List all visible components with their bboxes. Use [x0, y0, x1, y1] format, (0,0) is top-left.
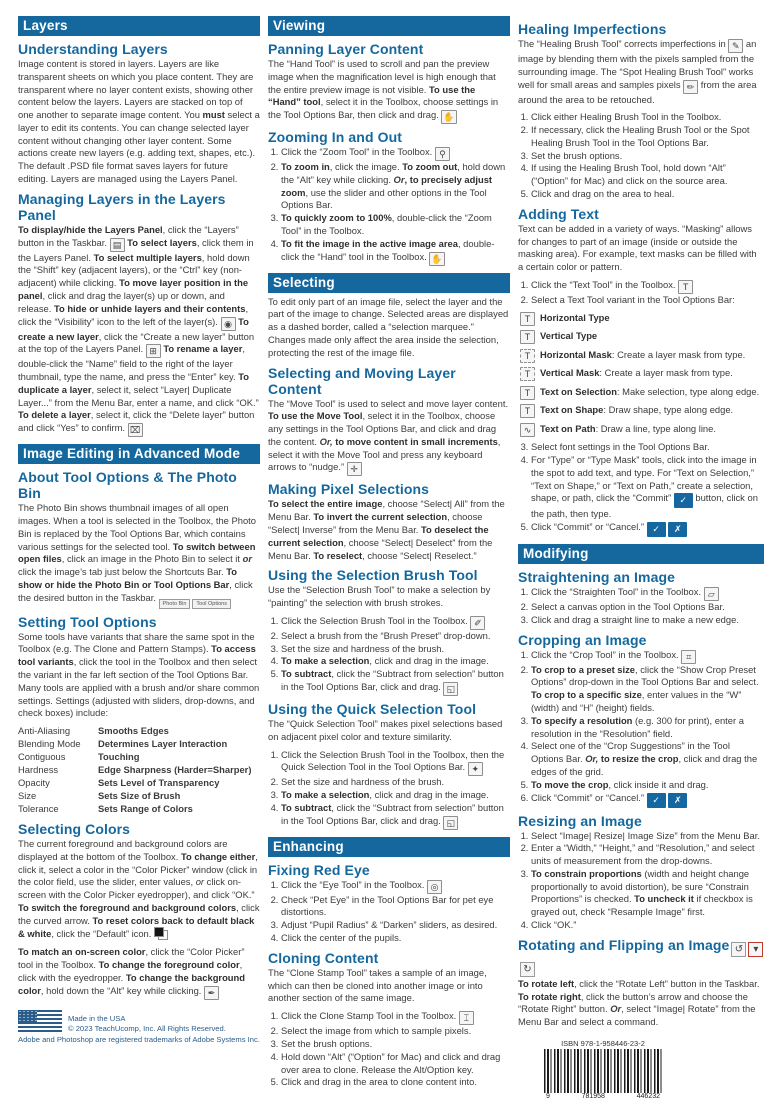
hand-icon: ✋ — [443, 112, 455, 123]
step-item: 2. Set the size and hardness of the brush. — [281, 776, 510, 789]
setting-description: Edge Sharpness (Harder=Sharper) — [98, 764, 252, 776]
bold-text: To access tool variants — [18, 643, 256, 668]
variant-item — [520, 386, 764, 400]
step-item: 1. Click the Selection Brush Tool in the Toolbox. ✐ — [281, 615, 510, 630]
step-item: 6. Click “Commit” or “Cancel.” ✓ ✗ — [531, 792, 764, 808]
variant-label — [540, 330, 597, 342]
bold-text: , to precisely adjust zoom — [281, 173, 493, 198]
subtract-from-selection-icon: ◱ — [443, 682, 458, 696]
vertical-type-icon: T — [520, 330, 535, 344]
bold-text: To hide or unhide layers and their contents — [53, 302, 246, 314]
commit-icon: ✓ — [647, 793, 666, 808]
step-item: 1. Click the Clone Stamp Tool in the Toolbox. ⌶ — [281, 1010, 510, 1025]
bold-text: To subtract — [281, 668, 332, 680]
step-item: 2. Select a Text Tool variant in the Tool Options Bar: — [531, 294, 764, 307]
bold-text: To reset colors back to default black & white — [18, 914, 255, 940]
bold-text: To select the entire image — [268, 498, 383, 510]
step-item: 5. To move the crop, click inside it and drag. — [531, 779, 764, 792]
step-item: 3. Click and drag a straight line to make a new edge. — [531, 614, 764, 627]
bold-text: Vertical Mask — [540, 367, 600, 379]
bold-text: To subtract — [281, 801, 332, 813]
step-item: 4. For “Type” or “Type Mask” tools, click into the image in the spot to add text, and type. For “Text on Selection,” “Text on Shape,” or “Text on Path,” create a selection, shape, or path, click the “Commit” ✓ button, click on the path, then type. — [531, 454, 764, 521]
bold-text: To select multiple layers — [93, 251, 202, 263]
red-eye-icon: ◎ — [427, 880, 442, 894]
paragraph: The current foreground and background colors are displayed at the bottom of the Toolbox. To change either, click it, select a color in the “Color Picker” window (click in the color field, use the slider, enter values, or click on-screen with the Color Picker eyedropper), and click “OK.” To switch the foreground and background colors, click the curved arrow. To reset colors back to default black & white, click the “Default” icon. — [18, 837, 260, 940]
italic-text: or — [195, 876, 205, 888]
heading-using-the-selection-brush-tool: Using the Selection Brush Tool — [268, 567, 478, 584]
rotate-left-icon: ↺ — [731, 942, 746, 957]
bold-text: To zoom in — [281, 161, 330, 173]
step-item: 4. Select one of the “Crop Suggestions” in the Tool Options Bar. Or, to resize the crop, click and drag the edges of the grid. — [531, 740, 764, 778]
numbered-steps — [268, 146, 510, 265]
heading-adding-text: Adding Text — [518, 205, 599, 222]
setting-name: Size — [18, 790, 37, 802]
section-header-enhancing: Enhancing — [268, 837, 510, 857]
bold-text: To switch the foreground and background colors — [18, 901, 237, 913]
hand-icon: ✋ — [431, 253, 443, 264]
section-header-layers: Layers — [18, 16, 260, 36]
setting-description: Determines Layer Interaction — [98, 738, 228, 750]
heading-selecting-and-moving-layer-content: Selecting and Moving Layer Content — [268, 364, 456, 397]
bold-text: To select layers — [127, 236, 197, 248]
variant-item — [520, 423, 764, 437]
paragraph: To display/hide the Layers Panel, click the “Layers” button in the Taskbar. ▤ To select layers, click them in the Layers Panel. To select multiple layers, hold down the “Shift” key (adjacent layers), or the “Ctrl” key (non-adjacent) while clicking. To move layer position in the panel, click and drag the layer(s) up or down, and release. To hide or unhide layers and their contents, click the “Visibility” icon to the left of the layer(s). ◉ To create a new layer, click the “Create a new layer” button at the top of the Layers Panel. ⊞ To rename a layer, double-click the “Name” field to the right of the layer thumbnail, type the name, and press the “Enter” key. To duplicate a layer, select it, select “Layer| Duplicate Layer...” from the Menu Bar, enter a name, and click “OK.” To delete a layer, select it, click the “Delete layer” button and click “Yes” to confirm. ⌧ — [18, 223, 259, 436]
visibility-eye-icon: ◉ — [221, 317, 236, 331]
bold-text: To use the Move Tool — [268, 410, 363, 422]
setting-description: Sets Size of Brush — [98, 790, 181, 802]
heading-resizing-an-image: Resizing an Image — [518, 812, 642, 829]
paragraph: To edit only part of an image file, select the layer and the part of the image to change. Selected areas are displayed as a dashed border, called a “selection marquee.” Changes made only affect the area inside the selection, protecting the rest of the image file. — [268, 295, 509, 358]
step-item: 4. To make a selection, click and drag in the image. — [281, 655, 510, 668]
setting-description: Smooths Edges — [98, 725, 169, 737]
step-item: 3. Set the brush options. — [531, 150, 764, 163]
heading-zooming-in-and-out: Zooming In and Out — [268, 129, 403, 146]
paragraph: The “Clone Stamp Tool” takes a sample of an image, which can then be cloned into another image or into another section of the same image. — [268, 966, 487, 1004]
heading-straightening-an-image: Straightening an Image — [518, 569, 675, 586]
commit-icon: ✓ — [674, 493, 693, 508]
publisher-footer — [18, 1010, 260, 1045]
bold-text: To change either — [180, 850, 256, 862]
cancel-icon: ✗ — [668, 793, 687, 808]
rotate-right-icon: ↻ — [520, 962, 535, 977]
step-item: 2. If necessary, click the Healing Brush Tool or the Spot Healing Brush Tool in the Tool Options Bar. — [531, 124, 764, 150]
bold-text: to move content in small increments — [332, 435, 498, 447]
heading-rotating-and-flipping-an-image: Rotating and Flipping an Image ↺ ▾↻ — [518, 937, 764, 977]
foreground-background-colors-icon — [154, 927, 168, 940]
step-item: 3. To make a selection, click and drag in the image. — [281, 789, 510, 802]
isbn-label: ISBN 978-1-958446-23-2 — [561, 1038, 645, 1048]
footer-line: Made in the USA — [68, 1013, 126, 1023]
step-item: 4. To subtract, click the “Subtract from selection” button in the Tool Options Bar, click and drag. ◱ — [281, 802, 510, 830]
barcode — [544, 1049, 662, 1093]
variant-item — [520, 367, 764, 381]
step-item: 3. Set the size and hardness of the brush. — [281, 643, 510, 656]
bold-text: To specify a resolution — [531, 714, 633, 726]
bold-text: To change the foreground color — [98, 958, 240, 970]
clone-stamp-icon: ⌶ — [459, 1011, 474, 1025]
section-header-modifying: Modifying — [518, 544, 764, 564]
delete-layer-trash-icon: ⌧ — [128, 423, 143, 437]
bold-text: To delete a layer — [18, 409, 91, 421]
barcode-digits: 9 781958 446232 — [546, 1092, 660, 1100]
move-icon: ✛ — [347, 462, 362, 476]
crop-icon: ⌗ — [681, 650, 696, 664]
photo-bin-button-figure: Photo Bin — [159, 599, 191, 609]
numbered-steps — [268, 1010, 510, 1089]
setting-description: Sets Level of Transparency — [98, 777, 220, 789]
bold-text: To create a new layer — [18, 315, 249, 342]
new-layer-icon: ⊞ — [146, 344, 161, 358]
bold-text: To constrain proportions — [531, 867, 642, 879]
bold-text: Text on Shape — [540, 404, 604, 416]
bold-text: To uncheck it — [634, 893, 694, 905]
step-item: 1. Click the “Text Tool” in the Toolbox. T — [531, 279, 764, 294]
bold-text: To make a selection — [281, 655, 370, 667]
step-item: 2. To crop to a preset size, click the “Show Crop Preset Options” drop-down in the Tool Options Bar and select. To crop to a specific size, enter values in the “W” (width) and “H” (height) fields. — [531, 664, 764, 715]
setting-name: Contiguous — [18, 751, 66, 763]
text-tool-variant-list — [520, 312, 764, 437]
bold-italic-text: Or, — [319, 435, 333, 447]
subtract-from-selection-icon: ◱ — [443, 816, 458, 830]
heading-about-tool-options-the-photo-bin: About Tool Options & The Photo Bin — [18, 469, 237, 502]
step-item: 5. To subtract, click the “Subtract from selection” button in the Tool Options Bar, click and drag. ◱ — [281, 668, 510, 696]
footer-line: © 2023 TeachUcomp, Inc. All Rights Reserved. — [68, 1023, 226, 1033]
bold-text: To deselect the current selection — [268, 523, 489, 548]
taskbar-buttons-figure — [159, 599, 231, 609]
paragraph: The “Healing Brush Tool” corrects imperfections in ✎ an image by blending them with the pixels sampled from the surrounding image. The “Spot Healing Brush Tool” works well for small areas and samples pixels ✏ from the area around the area to be retouched. — [518, 38, 757, 105]
paragraph: Some tools have variants that share the same spot in the Toolbox (e.g. The Clone and Pattern Stamps). To access tool variants, click the tool in the Toolbox and then select the variant in the far left section of the Tool Options Bar. Many tools are applied with a brush and/or share common settings. Settings (adjusted with sliders, drop-downs, and check boxes) include: — [18, 630, 260, 719]
left-column — [18, 16, 260, 1044]
zoom-icon: ⚲ — [435, 147, 450, 161]
numbered-steps — [518, 111, 764, 200]
bold-text: To rename a layer — [163, 343, 243, 355]
section-header-viewing: Viewing — [268, 16, 510, 36]
paragraph: The Photo Bin shows thumbnail images of all open images. When a tool is selected in the Toolbox, the Photo Bin is replaced by the Tool Options Bar, which contains various settings for the selected tool. To switch between open files, click an image in the Photo Bin to select it or click the image’s tab just below the Shortcuts Bar. To show or hide the Photo Bin or Tool Options Bar, click the desired button in the Taskbar. Photo Bin Tool Options — [18, 502, 260, 609]
paragraph: Text can be added in a variety of ways. “Masking” allows for changes to part of an image (inside or outside the masking area). For example, text masks can be filled with a certain color or pattern. — [518, 222, 757, 273]
heading-making-pixel-selections: Making Pixel Selections — [268, 481, 430, 498]
step-item: 1. Click the “Zoom Tool” in the Toolbox. ⚲ — [281, 146, 510, 161]
paragraph: The “Quick Selection Tool” makes pixel selections based on adjacent pixel color and texture similarity. — [268, 718, 503, 742]
bold-text: To display/hide the Layers Panel — [18, 223, 163, 235]
bold-text: To quickly zoom to 100% — [281, 212, 392, 224]
paragraph: Use the “Selection Brush Tool” to make a selection by “painting” the selection with brush strokes. — [268, 584, 491, 609]
step-item: 4. Click the center of the pupils. — [281, 932, 510, 945]
setting-name: Opacity — [18, 777, 50, 789]
bold-text: To show or hide the Photo Bin or Tool Options Bar — [18, 566, 238, 590]
heading-cropping-an-image: Cropping an Image — [518, 631, 647, 648]
bold-text: must — [202, 109, 225, 121]
step-item: 1. Click the Selection Brush Tool in the Toolbox, then the Quick Selection Tool in the Tool Options Bar. ✦ — [281, 749, 510, 777]
bold-text: to resize the crop — [598, 753, 679, 765]
footer-line: Adobe and Photoshop are registered trademarks of Adobe Systems Inc. — [18, 1034, 260, 1044]
right-column — [518, 16, 764, 1100]
cancel-icon: ✗ — [668, 522, 687, 537]
tool-settings-table — [18, 725, 260, 816]
bold-text: To crop to a preset size — [531, 663, 636, 675]
us-flag-icon — [18, 1010, 62, 1034]
bold-italic-text: or — [242, 553, 252, 565]
bold-text: Horizontal Mask — [540, 348, 612, 360]
horizontal-type-icon: T — [520, 312, 535, 326]
heading-using-the-quick-selection-tool: Using the Quick Selection Tool — [268, 701, 477, 717]
bold-italic-text: Or — [393, 173, 405, 185]
setting-description: Touching — [98, 751, 140, 763]
variant-item — [520, 330, 764, 344]
layers-icon: ▤ — [110, 238, 125, 252]
numbered-steps — [518, 649, 764, 808]
bold-text: To reselect — [313, 549, 363, 561]
bold-text: To zoom out — [402, 161, 458, 173]
text-on-shape-icon: T — [520, 404, 535, 418]
paragraph: To match an on-screen color, click the “Color Picker” tool in the Toolbox. To change the foreground color, click with the eyedropper. To change the background color, hold down the “Alt” key while clicking. ✒ — [18, 946, 245, 998]
quick-selection-icon: ✦ — [468, 762, 483, 776]
setting-name: Anti-Aliasing — [18, 725, 71, 737]
bold-text: To make a selection — [281, 789, 370, 801]
step-item: 2. Enter a “Width,” “Height,” and “Resolution,” and select units of measurement from the drop-downs. — [531, 842, 764, 868]
straighten-icon: ▱ — [704, 587, 719, 601]
heading-managing-layers-in-the-layers-panel: Managing Layers in the Layers Panel — [18, 190, 226, 223]
paragraph: The “Move Tool” is used to select and move layer content. To use the Move Tool, select it in the Toolbox, choose any settings in the Tool Options Bar, and click and drag the content. Or, to move content in small increments, select it with the Move Tool and press any keyboard arrows to “nudge.” ✛ — [268, 397, 509, 475]
bold-text: To fit the image in the active image area — [281, 237, 458, 249]
step-item: 5. Click and drag in the area to clone content into. — [281, 1076, 510, 1089]
selection-brush-icon: ✐ — [470, 616, 485, 630]
variant-label: Text on Shape: Draw shape, type along edge. — [540, 404, 734, 416]
bold-text: To rotate right — [518, 990, 581, 1002]
heading-setting-tool-options: Setting Tool Options — [18, 613, 157, 630]
bold-text: To crop to a specific size — [531, 689, 642, 701]
bold-text: Horizontal Type — [540, 311, 610, 323]
step-item: 2. Check “Pet Eye” in the Tool Options Bar for pet eye distortions. — [281, 894, 510, 920]
bold-text: To change the background color — [18, 971, 245, 996]
numbered-steps — [518, 279, 764, 307]
paragraph: The “Hand Tool” is used to scroll and pan the preview image when the magnification level is high enough that the entire preview image is not visible. To use the “Hand” tool, select it in the Toolbox, choose settings in the Tool Options Bar, then click and drag. ✋ — [268, 58, 499, 123]
step-item: 3. To quickly zoom to 100%, double-click the “Zoom Tool” in the Toolbox. — [281, 212, 510, 238]
step-item: 4. Click “OK.” — [531, 919, 764, 932]
numbered-steps — [518, 586, 764, 627]
bold-text: To invert the current selection — [313, 511, 448, 523]
step-item: 3. To constrain proportions (width and height change proportionally to avoid distortion), be sure “Constrain Proportions” is checked. To uncheck it if checkbox is grayed out, check “Resample Image” first. — [531, 868, 764, 919]
variant-item — [520, 349, 764, 363]
eyedropper-icon: ✒ — [204, 986, 219, 1000]
commit-icon: ✓ — [647, 522, 666, 537]
step-item: 2. To zoom in, click the image. To zoom out, hold down the “Alt” key while clicking. Or, to precisely adjust zoom, use the slider and other options in the Tool Options Bar. — [281, 161, 510, 212]
paragraph: Image content is stored in layers. Layers are like transparent sheets on which you place content. They are transparent where no layer content exists, showing other content below the layers. Layers are stacked on top of one another to separate image content. You must select a layer to edit its contents. You can change selected layer content without changing other layer content. Some actions create new layers (e.g. adding text, shapes, etc.). The default .PSD file format saves layers for future editing. Layers are managed using the Layers Panel. — [18, 58, 260, 185]
setting-name: Blending Mode — [18, 738, 81, 750]
section-header-image-editing-in-advanced-mode: Image Editing in Advanced Mode — [18, 444, 260, 464]
numbered-steps — [268, 879, 510, 945]
step-item: 1. Click the “Straighten Tool” in the Toolbox. ▱ — [531, 586, 764, 601]
heading-panning-layer-content: Panning Layer Content — [268, 41, 424, 57]
bold-text: To move the crop — [531, 778, 609, 790]
numbered-steps — [518, 441, 764, 537]
heading-fixing-red-eye: Fixing Red Eye — [268, 861, 370, 878]
bold-italic-text: Or, — [585, 753, 599, 765]
variant-label: Vertical Mask: Create a layer mask from type. — [540, 367, 733, 379]
healing-brush-icon: ✎ — [728, 39, 743, 53]
middle-column — [268, 16, 510, 1094]
heading-cloning-content: Cloning Content — [268, 949, 379, 966]
setting-description: Sets Range of Colors — [98, 802, 193, 814]
step-item: 2. Select a canvas option in the Tool Options Bar. — [531, 601, 764, 614]
step-item: 3. Adjust “Pupil Radius” & “Darken” sliders, as desired. — [281, 919, 510, 932]
bold-text: To switch between open files — [18, 540, 256, 565]
bold-text: To use the “Hand” tool — [268, 83, 476, 108]
text-on-path-icon: ∿ — [520, 423, 535, 437]
text-on-selection-icon: T — [520, 386, 535, 400]
horizontal-mask-icon: T — [520, 349, 535, 363]
step-item: 1. Click either Healing Brush Tool in the Toolbox. — [531, 111, 764, 124]
rotate-dropdown-icon: ▾ — [748, 942, 763, 957]
setting-name: Tolerance — [18, 802, 59, 814]
variant-label: Text on Path: Draw a line, type along line. — [540, 422, 716, 434]
numbered-steps — [268, 749, 510, 830]
paragraph: To rotate left, click the “Rotate Left” button in the Taskbar. To rotate right, click the button’s arrow and choose the “Rotate Right” button. Or, select “Image| Rotate” from the Menu Bar and select a command. — [518, 977, 760, 1028]
step-item: 2. Select a brush from the “Brush Preset” drop-down. — [281, 630, 510, 643]
variant-label: Horizontal Mask: Create a layer mask from type. — [540, 348, 746, 360]
text-tool-icon: T — [678, 280, 693, 294]
vertical-mask-icon: T — [520, 367, 535, 381]
variant-item — [520, 404, 764, 418]
bold-text: To move layer position in the panel — [18, 277, 249, 301]
step-item: 4. Hold down “Alt” (“Option” for Mac) and click and drag over area to clone. Release the Alt/Option key. — [281, 1051, 510, 1077]
step-item: 3. To specify a resolution (e.g. 300 for print), enter a resolution in the “Resolution” field. — [531, 715, 764, 741]
heading-healing-imperfections: Healing Imperfections — [518, 21, 667, 37]
step-item: 1. Click the “Crop Tool” in the Toolbox. ⌗ — [531, 649, 764, 664]
bold-text: Text on Selection — [540, 385, 617, 397]
step-item: 4. To fit the image in the active image area, double-click the “Hand” tool in the Toolbox. ✋ — [281, 238, 510, 266]
step-item: 4. If using the Healing Brush Tool, hold down “Alt” (“Option” for Mac) and click on the source area. — [531, 162, 764, 188]
numbered-steps — [268, 615, 510, 696]
section-header-selecting: Selecting — [268, 273, 510, 293]
heading-selecting-colors: Selecting Colors — [18, 820, 131, 837]
bold-text: To duplicate a layer — [18, 371, 250, 395]
tool-options-button-figure: Tool Options — [192, 599, 231, 609]
step-item: 3. Set the brush options. — [281, 1038, 510, 1051]
step-item: 1. Click the “Eye Tool” in the Toolbox. ◎ — [281, 879, 510, 894]
variant-item — [520, 312, 764, 326]
step-item: 5. Click “Commit” or “Cancel.” ✓ ✗ — [531, 521, 764, 537]
step-item: 5. Click and drag on the area to heal. — [531, 188, 764, 201]
step-item: 3. Select font settings in the Tool Options Bar. — [531, 441, 764, 454]
paragraph: To select the entire image, choose “Select| All” from the Menu Bar. To invert the current selection, choose “Select| Inverse” from the Menu Bar. To deselect the current selection, choose “Select| Deselect” from the Menu Bar. To reselect, choose “Select| Reselect.” — [268, 498, 505, 561]
variant-label: Text on Selection: Make selection, type along edge. — [540, 385, 760, 397]
bold-text: To rotate left — [518, 977, 575, 989]
spot-healing-brush-icon: ✏ — [683, 80, 698, 94]
bold-text: Vertical Type — [540, 330, 598, 342]
numbered-steps — [518, 830, 764, 932]
step-item: 1. Select “Image| Resize| Image Size” from the Menu Bar. — [531, 830, 764, 843]
bold-text: Text on Path — [540, 422, 596, 434]
variant-label — [540, 312, 610, 324]
setting-name: Hardness — [18, 764, 59, 776]
isbn-block — [544, 1039, 662, 1100]
bold-text: To match an on-screen color — [18, 946, 146, 958]
step-item: 2. Select the image from which to sample pixels. — [281, 1025, 510, 1038]
bold-italic-text: Or — [610, 1003, 622, 1015]
heading-understanding-layers: Understanding Layers — [18, 41, 168, 57]
